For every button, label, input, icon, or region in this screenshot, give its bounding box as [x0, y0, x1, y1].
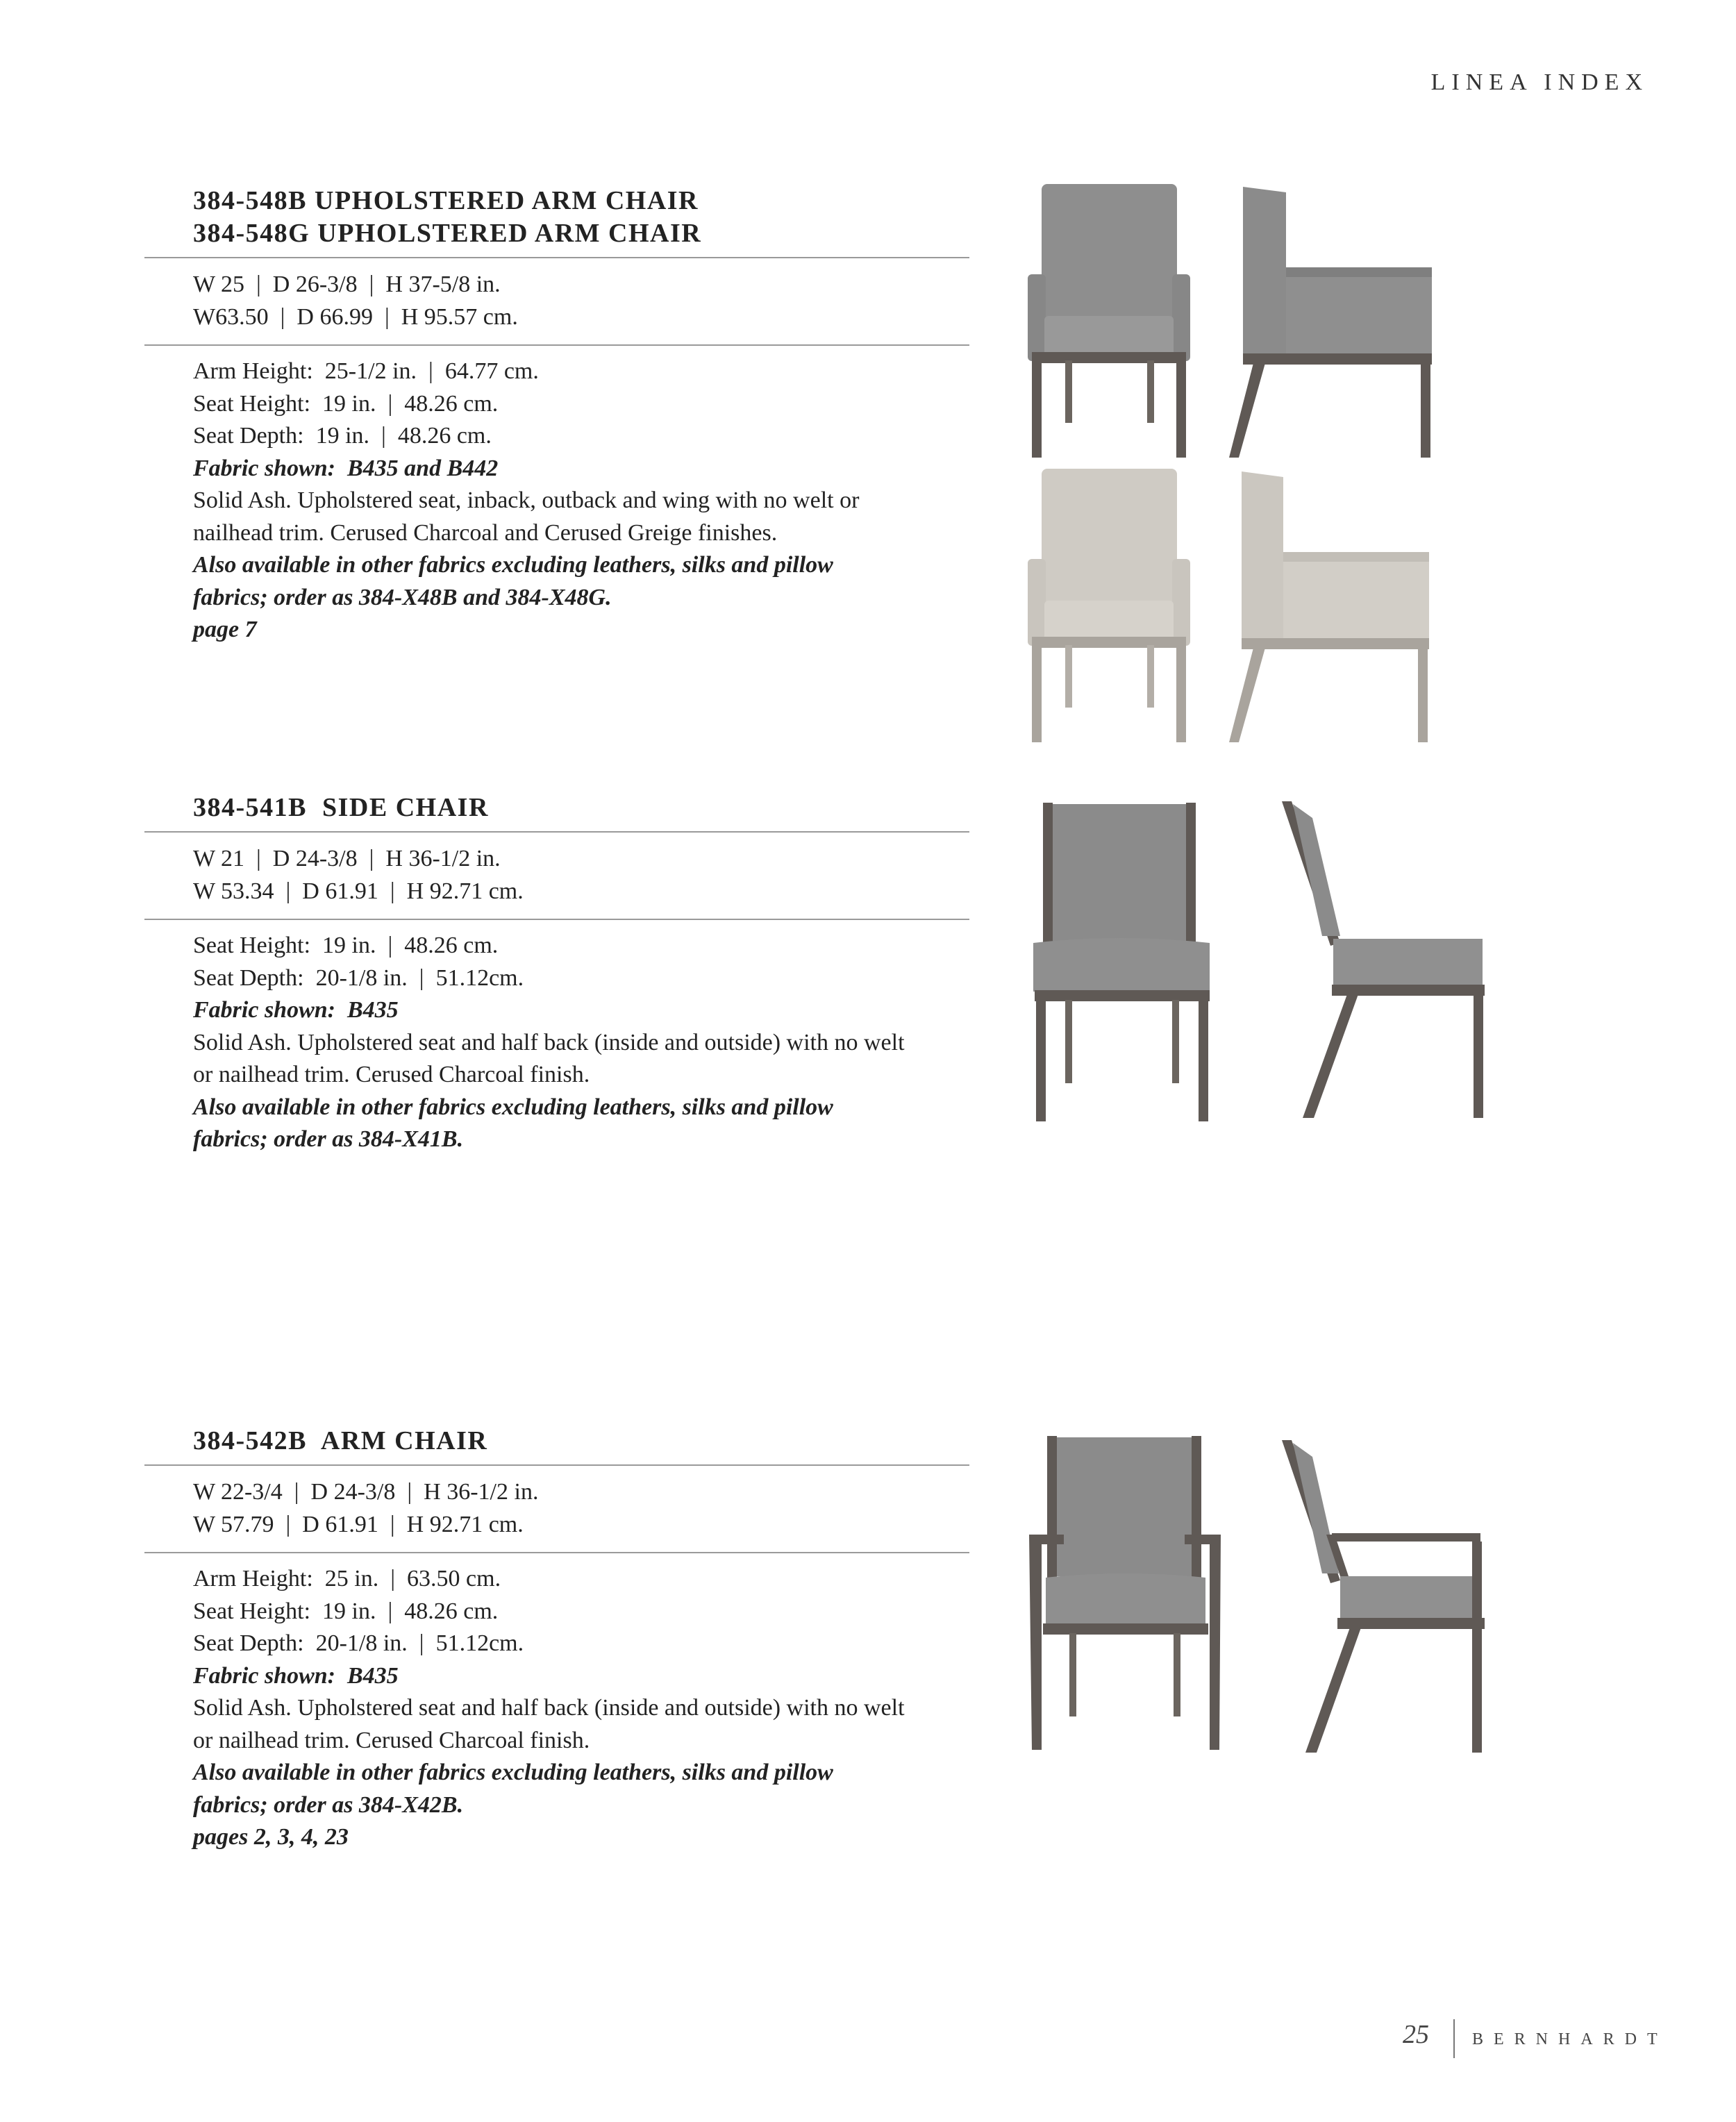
- page-reference: pages 2, 3, 4, 23: [193, 1824, 349, 1850]
- description-line: nailhead trim. Cerused Charcoal and Cerused Greige finishes.: [193, 519, 778, 546]
- availability-line: fabrics; order as 384-X42B.: [193, 1791, 464, 1818]
- divider: [144, 344, 969, 346]
- divider: [144, 1552, 969, 1553]
- product-block-542: [144, 1425, 969, 1854]
- dimensions-imperial: W 21 | D 24-3/8 | H 36-1/2 in.: [193, 846, 501, 871]
- specifications: [193, 356, 969, 646]
- footer-divider: [1453, 2019, 1455, 2058]
- divider: [144, 257, 969, 258]
- product-title-line: 384-548B UPHOLSTERED ARM CHAIR: [193, 186, 699, 215]
- description-line: Solid Ash. Upholstered seat and half back (inside and outside) with no welt: [193, 1029, 905, 1055]
- product-block-548: [144, 185, 969, 646]
- spec-seat-depth: Seat Depth: 19 in. | 48.26 cm.: [193, 423, 492, 449]
- product-title: [193, 792, 969, 824]
- spec-seat-height: Seat Height: 19 in. | 48.26 cm.: [193, 933, 499, 958]
- page-number: 25: [1403, 2020, 1429, 2049]
- chair-side-view: [1229, 187, 1432, 458]
- dimensions: [193, 1476, 969, 1541]
- spec-seat-depth: Seat Depth: 20-1/8 in. | 51.12cm.: [193, 964, 524, 991]
- chair-548b-images: [1014, 177, 1472, 469]
- spec-seat-height: Seat Height: 19 in. | 48.26 cm.: [193, 1598, 499, 1624]
- product-title-line: 384-542B ARM CHAIR: [193, 1426, 488, 1455]
- chair-541b-images: [1021, 797, 1507, 1130]
- fabric-shown: Fabric shown: B435: [193, 997, 399, 1023]
- availability-line: fabrics; order as 384-X41B.: [193, 1126, 464, 1152]
- description-line: or nailhead trim. Cerused Charcoal finish.: [193, 1727, 590, 1753]
- fabric-shown: Fabric shown: B435 and B442: [193, 455, 499, 481]
- dimensions: [193, 268, 969, 333]
- dimensions-metric: W 53.34 | D 61.91 | H 92.71 cm.: [193, 878, 524, 904]
- section-title: LINEA INDEX: [1430, 69, 1649, 95]
- chair-542b-images: [1021, 1430, 1507, 1764]
- chair-side-view: [1229, 471, 1429, 742]
- divider: [144, 919, 969, 920]
- description-line: Solid Ash. Upholstered seat, inback, outback and wing with no welt or: [193, 487, 860, 513]
- dimensions: [193, 842, 969, 908]
- dimensions-imperial: W 22-3/4 | D 24-3/8 | H 36-1/2 in.: [193, 1479, 539, 1505]
- dimensions-metric: W 57.79 | D 61.91 | H 92.71 cm.: [193, 1512, 524, 1537]
- product-block-541: [144, 792, 969, 1156]
- dimensions-imperial: W 25 | D 26-3/8 | H 37-5/8 in.: [193, 271, 501, 297]
- fabric-shown: Fabric shown: B435: [193, 1662, 399, 1689]
- product-title-line: 384-548G UPHOLSTERED ARM CHAIR: [193, 219, 702, 248]
- description-line: Solid Ash. Upholstered seat and half back (inside and outside) with no welt: [193, 1695, 905, 1721]
- spec-seat-height: Seat Height: 19 in. | 48.26 cm.: [193, 390, 499, 417]
- divider: [144, 1464, 969, 1466]
- chair-front-view: [1028, 469, 1190, 742]
- specifications: [193, 930, 969, 1156]
- brand-name: BERNHARDT: [1472, 2030, 1668, 2048]
- divider: [144, 831, 969, 833]
- availability-line: fabrics; order as 384-X48B and 384-X48G.: [193, 584, 612, 610]
- chair-548g-images: [1014, 462, 1472, 753]
- spec-arm-height: Arm Height: 25 in. | 63.50 cm.: [193, 1566, 501, 1591]
- spec-arm-height: Arm Height: 25-1/2 in. | 64.77 cm.: [193, 358, 539, 384]
- chair-front-view: [1028, 184, 1190, 458]
- availability-line: Also available in other fabrics excluding leathers, silks and pillow: [193, 1760, 833, 1785]
- availability-line: Also available in other fabrics excluding leathers, silks and pillow: [193, 552, 833, 578]
- chair-side-view: [1282, 801, 1485, 1118]
- product-title: [193, 185, 969, 250]
- description-line: or nailhead trim. Cerused Charcoal finish.: [193, 1062, 590, 1087]
- chair-front-view: [1033, 803, 1210, 1121]
- dimensions-metric: W63.50 | D 66.99 | H 95.57 cm.: [193, 304, 518, 330]
- page-reference: page 7: [193, 617, 257, 642]
- chair-side-view: [1282, 1440, 1485, 1753]
- specifications: [193, 1563, 969, 1854]
- chair-front-view: [1029, 1436, 1221, 1750]
- product-title: [193, 1425, 969, 1457]
- availability-line: Also available in other fabrics excluding leathers, silks and pillow: [193, 1094, 833, 1120]
- spec-seat-depth: Seat Depth: 20-1/8 in. | 51.12cm.: [193, 1630, 524, 1656]
- product-title-line: 384-541B SIDE CHAIR: [193, 793, 489, 822]
